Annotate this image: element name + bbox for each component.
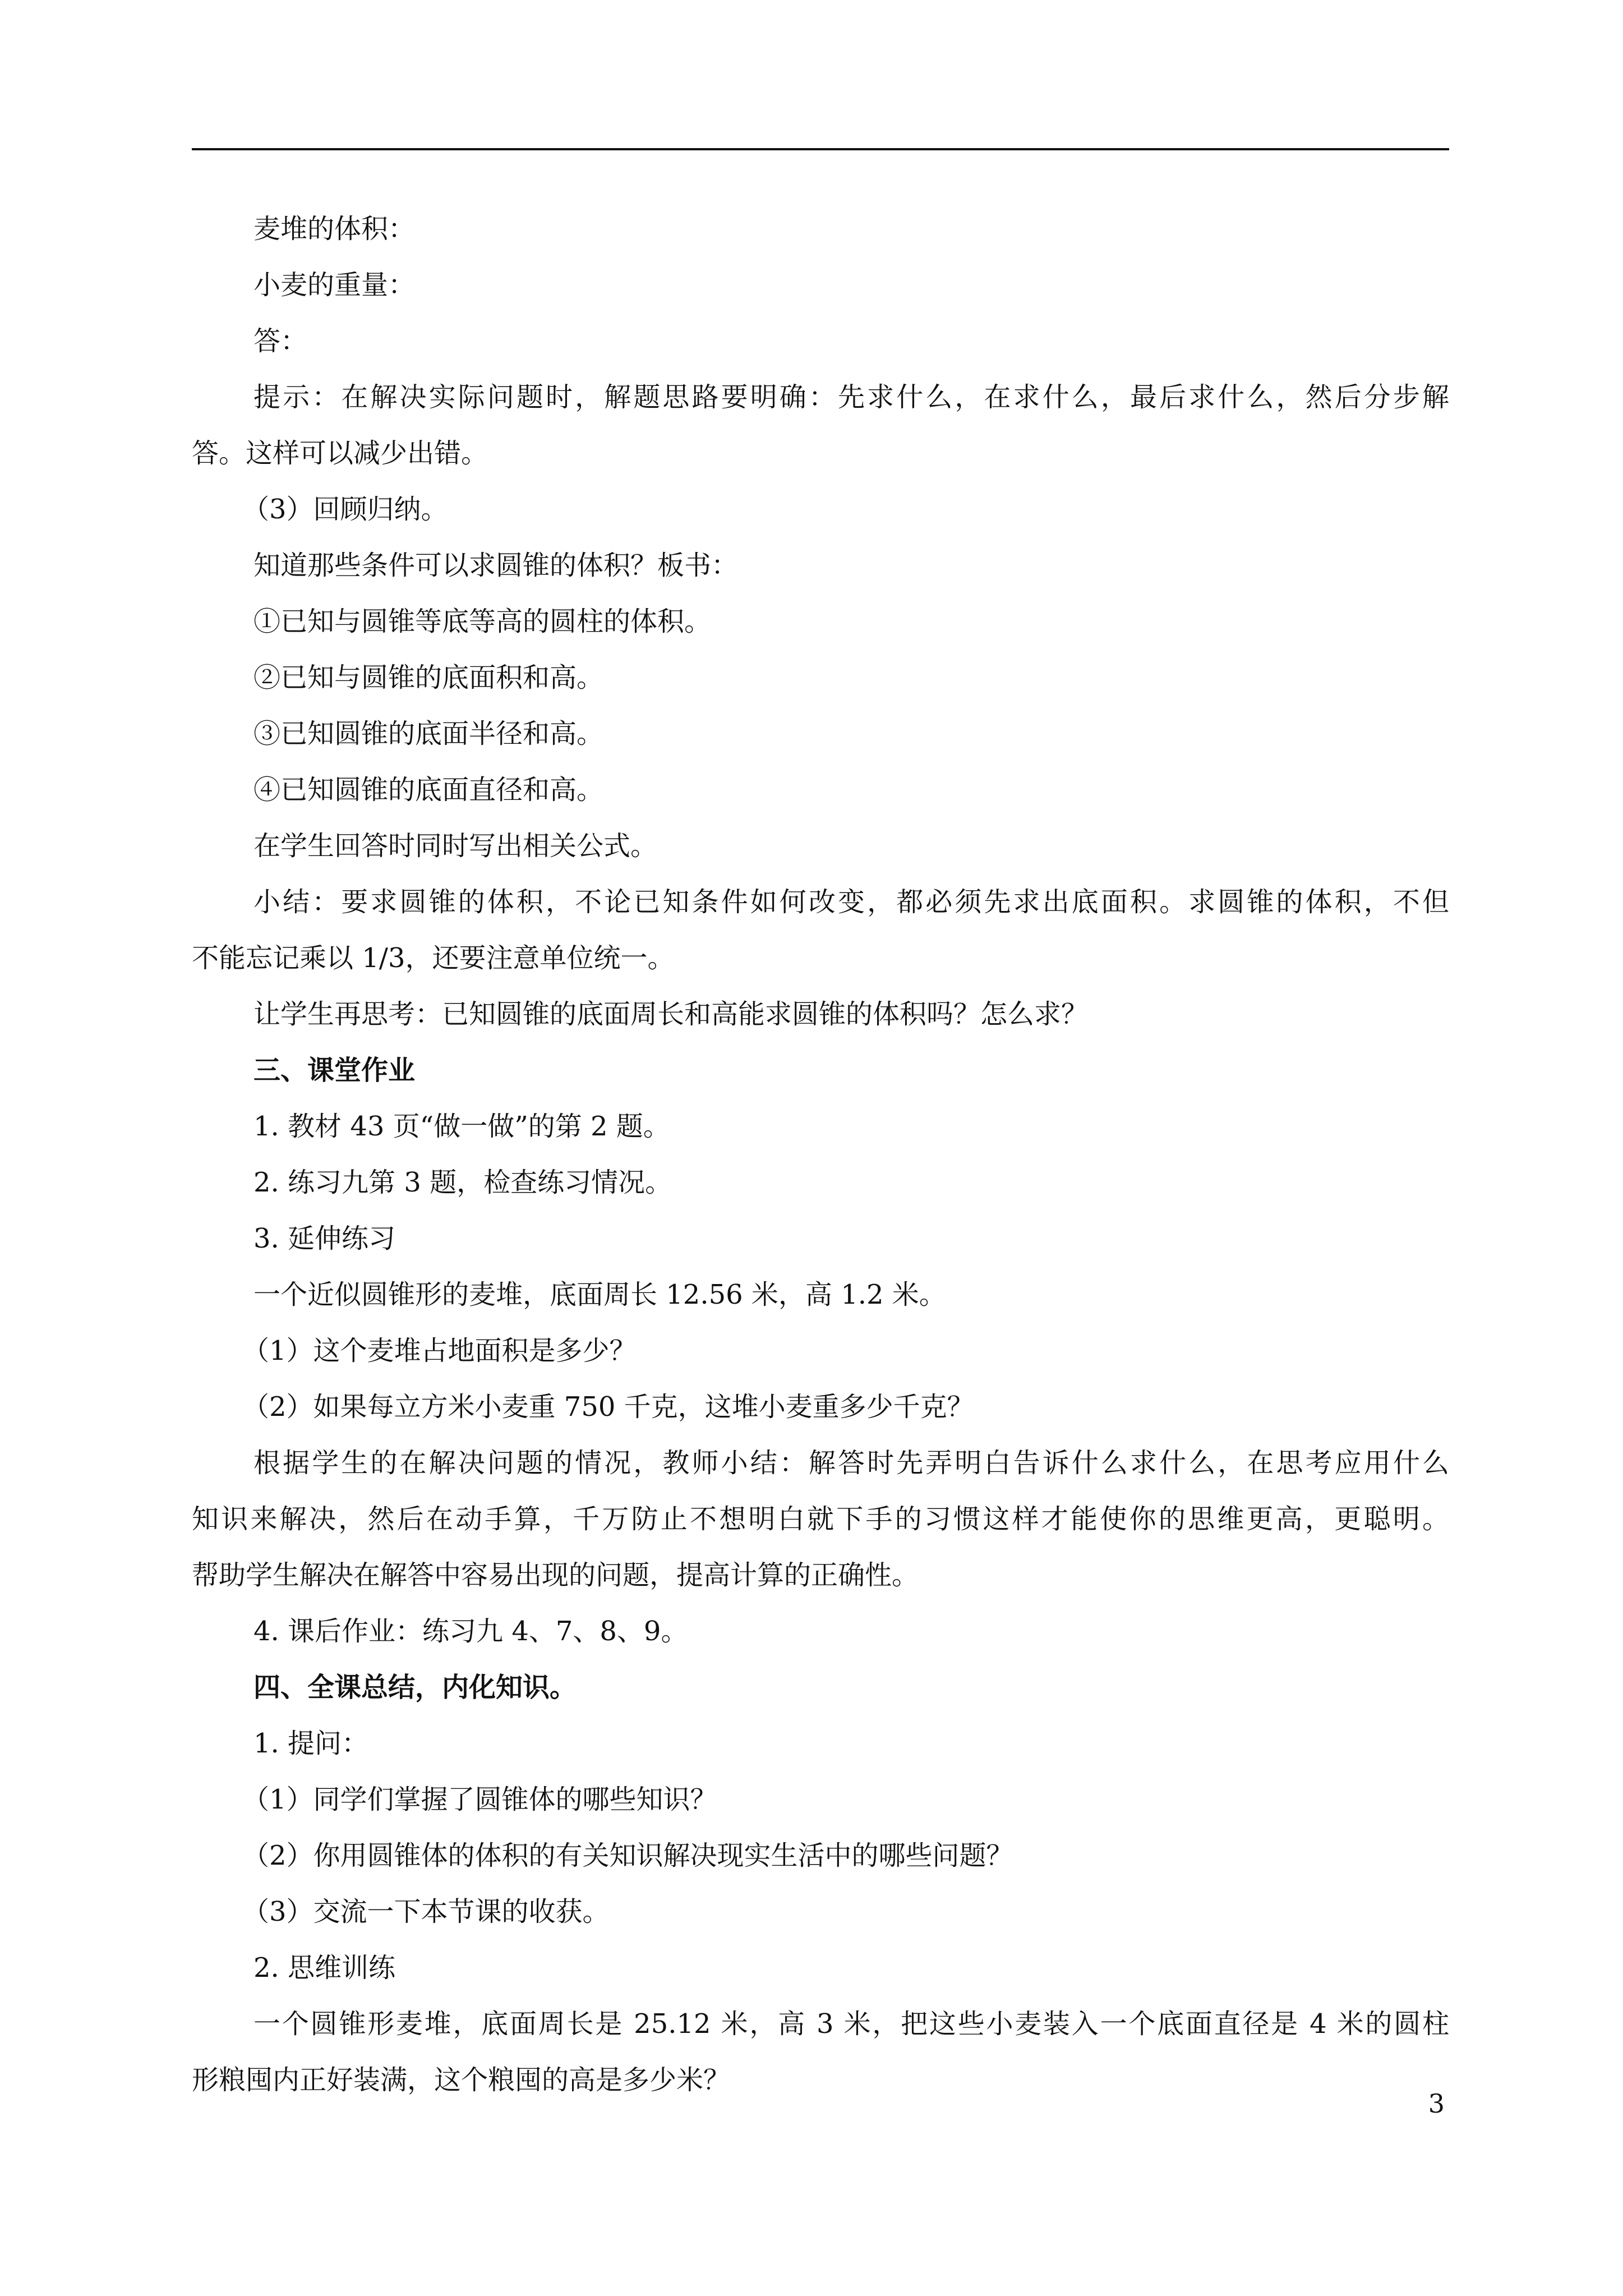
text-line: 答。这样可以减少出错。 bbox=[192, 438, 488, 469]
text-line: 根据学生的在解决问题的情况，教师小结：解答时先弄明白告诉什么求什么，在思考应用什么 bbox=[253, 1447, 1449, 1479]
text-line: 在学生回答时同时写出相关公式。 bbox=[253, 830, 658, 862]
text-line: 1. 教材 43 页“做一做”的第 2 题。 bbox=[253, 1111, 670, 1142]
text-line: 一个圆锥形麦堆，底面周长是 25.12 米，高 3 米，把这些小麦装入一个底面直径是 4 米的圆柱 bbox=[253, 2008, 1449, 2040]
text-line: ④已知圆锥的底面直径和高。 bbox=[253, 774, 604, 806]
text-line: 小结：要求圆锥的体积，不论已知条件如何改变，都必须先求出底面积。求圆锥的体积，不但 bbox=[253, 886, 1449, 918]
text-line: 知道那些条件可以求圆锥的体积？板书： bbox=[253, 550, 739, 581]
text-line: （1）这个麦堆占地面积是多少？ bbox=[242, 1335, 637, 1366]
text-line: 小麦的重量： bbox=[253, 269, 416, 301]
document-body bbox=[192, 201, 1449, 2108]
text-line: 麦堆的体积： bbox=[253, 213, 416, 245]
header-rule bbox=[192, 148, 1449, 150]
text-line: 答： bbox=[253, 325, 308, 357]
text-line: 三、课堂作业 bbox=[253, 1055, 416, 1086]
text-line: （2）你用圆锥体的体积的有关知识解决现实生活中的哪些问题？ bbox=[242, 1840, 1013, 1871]
text-line: （2）如果每立方米小麦重 750 千克，这堆小麦重多少千克？ bbox=[242, 1391, 974, 1423]
text-line: 帮助学生解决在解答中容易出现的问题，提高计算的正确性。 bbox=[192, 1559, 919, 1591]
text-line: 提示：在解决实际问题时，解题思路要明确：先求什么，在求什么，最后求什么，然后分步解 bbox=[253, 381, 1449, 413]
text-line: 4. 课后作业：练习九 4、7、8、9。 bbox=[253, 1616, 688, 1647]
text-line: 四、全课总结，内化知识。 bbox=[253, 1672, 577, 1703]
text-line: 形粮囤内正好装满，这个粮囤的高是多少米？ bbox=[192, 2064, 731, 2096]
text-line: 让学生再思考：已知圆锥的底面周长和高能求圆锥的体积吗？怎么求？ bbox=[253, 999, 1089, 1030]
text-line: ②已知与圆锥的底面积和高。 bbox=[253, 662, 604, 693]
page-number: 3 bbox=[1428, 2088, 1445, 2119]
text-line: 知识来解决，然后在动手算，千万防止不想明白就下手的习惯这样才能使你的思维更高，更聪明。 bbox=[192, 1503, 1449, 1535]
text-line: 1. 提问： bbox=[253, 1728, 369, 1759]
text-line: ①已知与圆锥等底等高的圆柱的体积。 bbox=[253, 606, 712, 637]
text-line: （3）交流一下本节课的收获。 bbox=[242, 1896, 610, 1927]
text-line: 2. 练习九第 3 题，检查练习情况。 bbox=[253, 1167, 672, 1198]
text-line: （3）回顾归纳。 bbox=[242, 494, 448, 525]
text-line: （1）同学们掌握了圆锥体的哪些知识？ bbox=[242, 1784, 717, 1815]
text-line: 不能忘记乘以 1/3，还要注意单位统一。 bbox=[192, 942, 675, 974]
text-line: 一个近似圆锥形的麦堆，底面周长 12.56 米，高 1.2 米。 bbox=[253, 1279, 946, 1310]
text-line: 2. 思维训练 bbox=[253, 1952, 396, 1984]
text-line: ③已知圆锥的底面半径和高。 bbox=[253, 718, 604, 749]
text-line: 3. 延伸练习 bbox=[253, 1223, 396, 1254]
